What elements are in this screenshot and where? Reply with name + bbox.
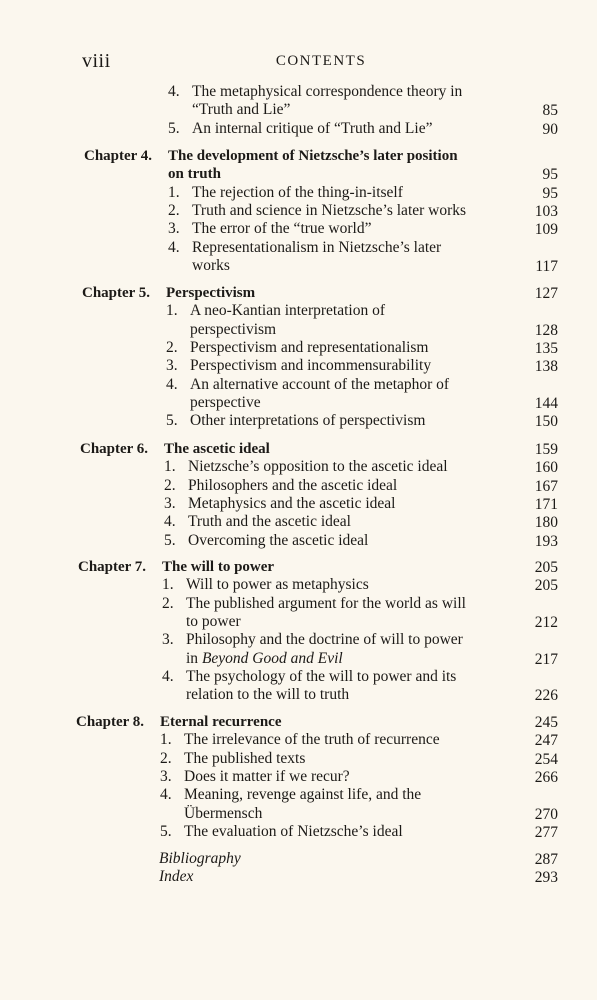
back-matter-label: Bibliography <box>159 850 241 867</box>
section-title: Does it matter if we recur? <box>184 767 350 785</box>
section-title: works <box>192 256 230 274</box>
section-number: 3. <box>168 220 180 238</box>
section-title: Meaning, revenge against life, and the <box>184 786 422 804</box>
section-number: 1. <box>166 302 178 320</box>
section-title: Perspectivism and incommensurability <box>190 357 432 375</box>
section-title: A neo-Kantian interpretation of <box>190 302 385 320</box>
chapter-title: The will to power <box>162 559 275 575</box>
page-header <box>82 50 560 74</box>
section-page: 135 <box>534 339 558 357</box>
section-number: 2. <box>168 201 180 219</box>
section-page: 95 <box>542 184 558 202</box>
chapter-page: 127 <box>534 285 558 302</box>
section-title: Übermensch <box>184 804 263 822</box>
chapter-title: The ascetic ideal <box>164 441 270 457</box>
running-head: CONTENTS <box>275 53 367 69</box>
section-page: 180 <box>534 514 558 532</box>
section-number: 3. <box>160 767 172 785</box>
chapter-title: on truth <box>168 166 221 183</box>
section-number: 4. <box>162 667 174 685</box>
table-of-contents <box>0 80 597 980</box>
section-page: 254 <box>534 750 558 768</box>
italic-book-title: Beyond Good and Evil <box>201 649 343 667</box>
section-title: An alternative account of the metaphor of <box>190 375 450 393</box>
section-title: The published texts <box>184 749 306 767</box>
section-page: 144 <box>534 394 558 412</box>
back-matter-label: Index <box>159 868 194 886</box>
section-title: perspectivism <box>190 320 277 338</box>
section-title: An internal critique of “Truth and Lie” <box>192 119 433 137</box>
section-title: The rejection of the thing-in-itself <box>192 183 403 201</box>
section-number: 4. <box>168 238 180 256</box>
section-number: 2. <box>164 476 176 494</box>
section-number: 4. <box>166 375 178 393</box>
section-title: The evaluation of Nietzsche’s ideal <box>184 822 403 840</box>
chapter-page: 95 <box>542 166 558 184</box>
section-title: Representationalism in Nietzsche’s later <box>192 238 442 256</box>
section-title: Philosophers and the ascetic ideal <box>188 476 398 494</box>
chapter-page: 159 <box>534 441 558 458</box>
chapter-page: 205 <box>534 559 558 576</box>
section-number: 1. <box>160 731 172 749</box>
section-title: Philosophy and the doctrine of will to power <box>186 631 463 649</box>
section-page: 138 <box>534 358 558 376</box>
chapter-title: Perspectivism <box>166 285 256 301</box>
section-number: 3. <box>166 357 178 375</box>
chapter-title: The development of Nietzsche’s later position <box>168 148 458 164</box>
section-title: The error of the “true world” <box>192 220 372 238</box>
section-title: The metaphysical correspondence theory in <box>192 83 463 100</box>
section-title: Truth and science in Nietzsche’s later works <box>192 201 467 219</box>
chapter-label: Chapter 5. <box>82 285 151 301</box>
section-title: in Beyond Good and Evil <box>186 649 343 667</box>
section-number: 5. <box>168 119 180 137</box>
section-page: 277 <box>534 823 558 841</box>
section-number: 2. <box>162 594 174 612</box>
section-title: Metaphysics and the ascetic ideal <box>188 494 396 512</box>
section-page: 128 <box>534 321 558 339</box>
section-page: 90 <box>542 120 558 138</box>
section-title: Overcoming the ascetic ideal <box>188 531 369 549</box>
back-matter-page: 287 <box>534 851 558 868</box>
section-page: 226 <box>534 687 558 705</box>
section-page: 212 <box>534 613 558 631</box>
section-title: The published argument for the world as will <box>186 594 466 612</box>
section-number: 5. <box>160 822 172 840</box>
section-number: 1. <box>164 458 176 476</box>
page-number: viii <box>82 50 111 72</box>
chapter-label: Chapter 7. <box>78 559 147 575</box>
section-page: 103 <box>534 202 558 220</box>
section-title: Will to power as metaphysics <box>186 576 369 594</box>
chapter-title: Eternal recurrence <box>160 714 282 730</box>
section-page: 117 <box>535 257 558 275</box>
section-page: 266 <box>534 768 558 786</box>
section-page: 193 <box>534 532 558 550</box>
section-number: 5. <box>164 531 176 549</box>
section-title: The psychology of the will to power and its <box>186 667 457 685</box>
section-number: 2. <box>166 338 178 356</box>
section-page: 167 <box>534 477 558 495</box>
section-title: relation to the will to truth <box>186 686 350 704</box>
section-title: Other interpretations of perspectivism <box>190 412 426 430</box>
section-number: 2. <box>160 749 172 767</box>
section-page: 109 <box>534 221 558 239</box>
section-title: The irrelevance of the truth of recurrence <box>184 731 440 749</box>
chapter-page: 245 <box>534 714 558 731</box>
section-number: 4. <box>168 83 180 100</box>
section-number: 4. <box>164 513 176 531</box>
section-page: 270 <box>534 805 558 823</box>
section-page: 217 <box>534 650 558 668</box>
section-page: 205 <box>534 577 558 595</box>
section-number: 3. <box>162 631 174 649</box>
section-title: to power <box>186 612 241 630</box>
section-page: 247 <box>534 732 558 750</box>
section-title: Perspectivism and representationalism <box>190 338 429 356</box>
section-title: “Truth and Lie” <box>192 101 291 119</box>
section-number: 1. <box>162 576 174 594</box>
section-page: 85 <box>542 102 558 120</box>
section-title: perspective <box>190 393 261 411</box>
section-number: 4. <box>160 786 172 804</box>
section-page: 160 <box>534 459 558 477</box>
section-number: 5. <box>166 412 178 430</box>
chapter-label: Chapter 8. <box>76 714 145 730</box>
section-number: 1. <box>168 183 180 201</box>
section-page: 150 <box>534 413 558 431</box>
section-number: 3. <box>164 494 176 512</box>
section-page: 171 <box>534 495 558 513</box>
section-title: Nietzsche’s opposition to the ascetic ideal <box>188 458 448 476</box>
chapter-label: Chapter 6. <box>80 441 149 457</box>
section-title: Truth and the ascetic ideal <box>188 513 351 531</box>
back-matter-page: 293 <box>534 869 558 887</box>
chapter-label: Chapter 4. <box>84 148 153 164</box>
